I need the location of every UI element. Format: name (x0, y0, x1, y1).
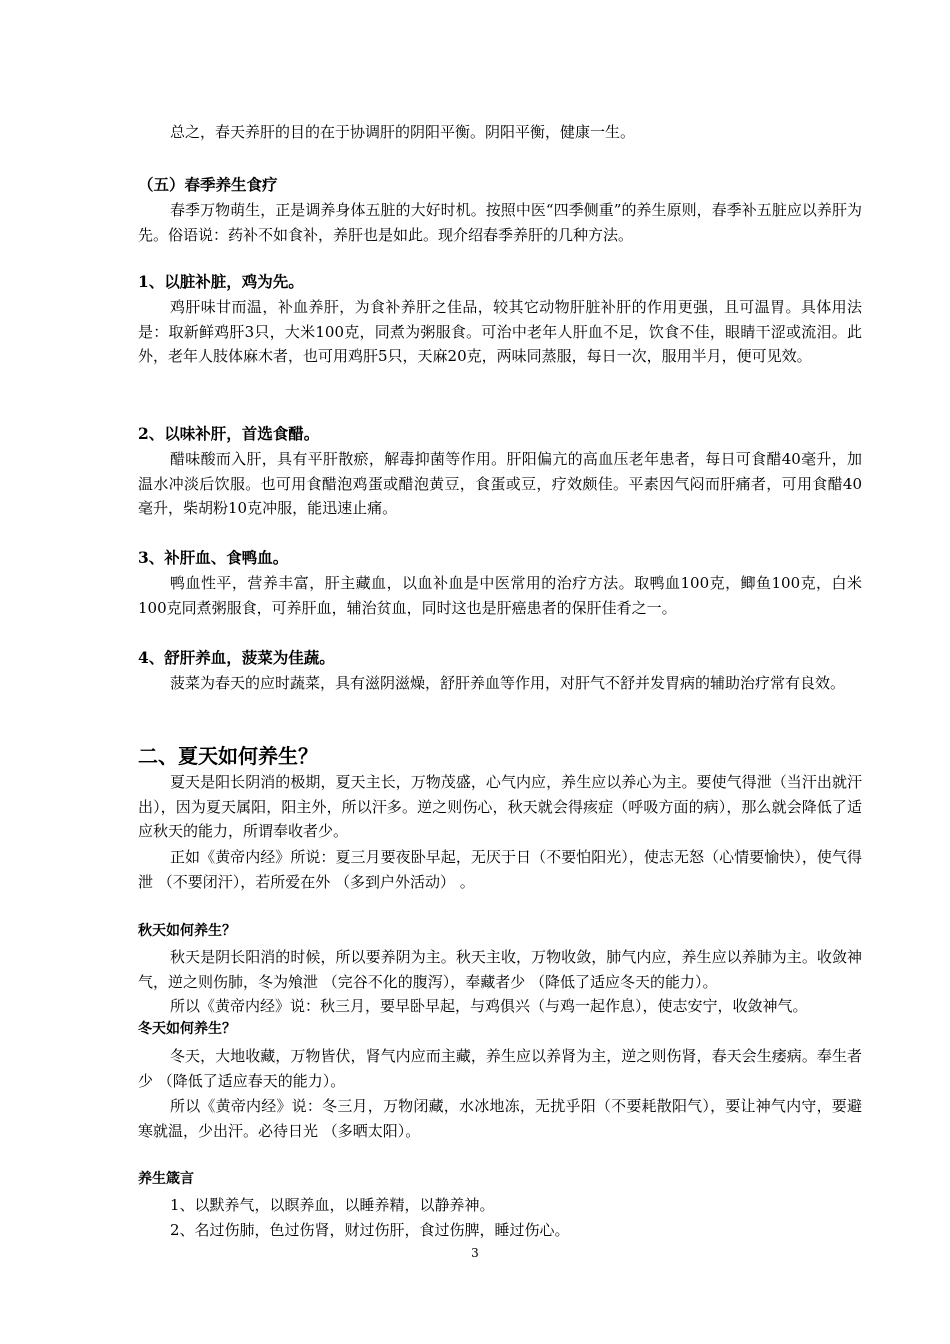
method3-paragraph: 鸭血性平，营养丰富，肝主藏血，以血补血是中医常用的治疗方法。取鸭血100克，鲫鱼100克，白米100克同煮粥服食，可养肝血，辅治贫血，同时这也是肝癌患者的保肝佳肴之一。 (138, 574, 862, 617)
autumn-heading: 秋天如何养生？ (138, 923, 236, 939)
autumn-paragraph-1: 秋天是阴长阳消的时候，所以要养阴为主。秋天主收，万物收敛，肺气内应，养生应以养肺为主。收敛神气，逆之则伤肺，冬为飧泄 （完谷不化的腹泻），奉藏者少 （降低了适应冬天的能力）。 (138, 948, 862, 991)
autumn-paragraph-2: 所以《黄帝内经》说：秋三月，要早卧早起，与鸡俱兴（与鸡一起作息），使志安宁，收敛神气。 (170, 997, 808, 1015)
motto-item: 2、名过伤肺，色过伤肾，财过伤肝，食过伤脾，睡过伤心。 (170, 1221, 570, 1239)
winter-paragraph-2: 所以《黄帝内经》说：冬三月，万物闭藏，水冰地冻，无扰乎阳（不要耗散阳气），要让神气内守，要避寒就温，少出汗。必待日光 （多晒太阳）。 (138, 1097, 862, 1140)
method2-heading: 2、以味补肝，首选食醋。 (138, 424, 320, 443)
method1-paragraph: 鸡肝味甘而温，补血养肝，为食补养肝之佳品，较其它动物肝脏补肝的作用更强，且可温胃。具体用法是：取新鲜鸡肝3只，大米100克，同煮为粥服食。可治中老年人肝血不足，饮食不佳，眼睛干涩或流泪。此外，老年人肢体麻木者，也可用鸡肝5只，天麻20克，两味同蒸服，每日一次，服用半月，便可见效。 (138, 298, 862, 365)
motto-item: 1、以默养气，以瞑养血，以睡养精，以静养神。 (170, 1196, 495, 1214)
method4-paragraph: 菠菜为春天的应时蔬菜，具有滋阴滋燥，舒肝养血等作用，对肝气不舒并发胃病的辅助治疗常有良效。 (170, 674, 846, 692)
method2-paragraph: 醋味酸而入肝，具有平肝散瘀，解毒抑菌等作用。肝阳偏亢的高血压老年患者，每日可食醋40毫升，加温水冲淡后饮服。也可用食醋泡鸡蛋或醋泡黄豆，食蛋或豆，疗效颇佳。平素因气闷而肝痛者，可用食醋40毫升，柴胡粉10克冲服，能迅速止痛。 (138, 450, 862, 517)
summer-heading: 二、夏天如何养生？ (138, 744, 318, 768)
method1-heading: 1、以脏补脏，鸡为先。 (138, 272, 304, 291)
page-number: 3 (471, 1246, 479, 1260)
section5-paragraph: 春季万物萌生，正是调养身体五脏的大好时机。按照中医“四季侧重”的养生原则，春季补五脏应以养肝为先。俗语说：药补不如食补，养肝也是如此。现介绍春季养肝的几种方法。 (138, 201, 862, 244)
winter-heading: 冬天如何养生？ (138, 1021, 236, 1037)
motto-heading: 养生箴言 (138, 1171, 194, 1187)
method4-heading: 4、舒肝养血，菠菜为佳蔬。 (138, 648, 335, 667)
method3-heading: 3、补肝血、食鸭血。 (138, 548, 289, 567)
section5-heading: （五）春季养生食疗 (138, 175, 278, 194)
summer-paragraph-2: 正如《黄帝内经》所说：夏三月要夜卧早起，无厌于日（不要怕阳光），使志无怒（心情要愉快），使气得泄 （不要闭汗），若所爱在外 （多到户外活动） 。 (138, 848, 862, 891)
winter-paragraph-1: 冬天，大地收藏，万物皆伏，肾气内应而主藏，养生应以养肾为主，逆之则伤肾，春天会生痿病。奉生者少 （降低了适应春天的能力）。 (138, 1047, 862, 1090)
summer-paragraph-1: 夏天是阳长阴消的极期，夏天主长，万物茂盛，心气内应，养生应以养心为主。要使气得泄（当汗出就汗出），因为夏天属阳，阳主外，所以汗多。逆之则伤心，秋天就会得痎症（呼吸方面的病），那么就会降低了适应秋天的能力，所谓奉收者少。 (138, 773, 862, 840)
intro-paragraph: 总之，春天养肝的目的在于协调肝的阴阳平衡。阴阳平衡，健康一生。 (170, 123, 636, 141)
